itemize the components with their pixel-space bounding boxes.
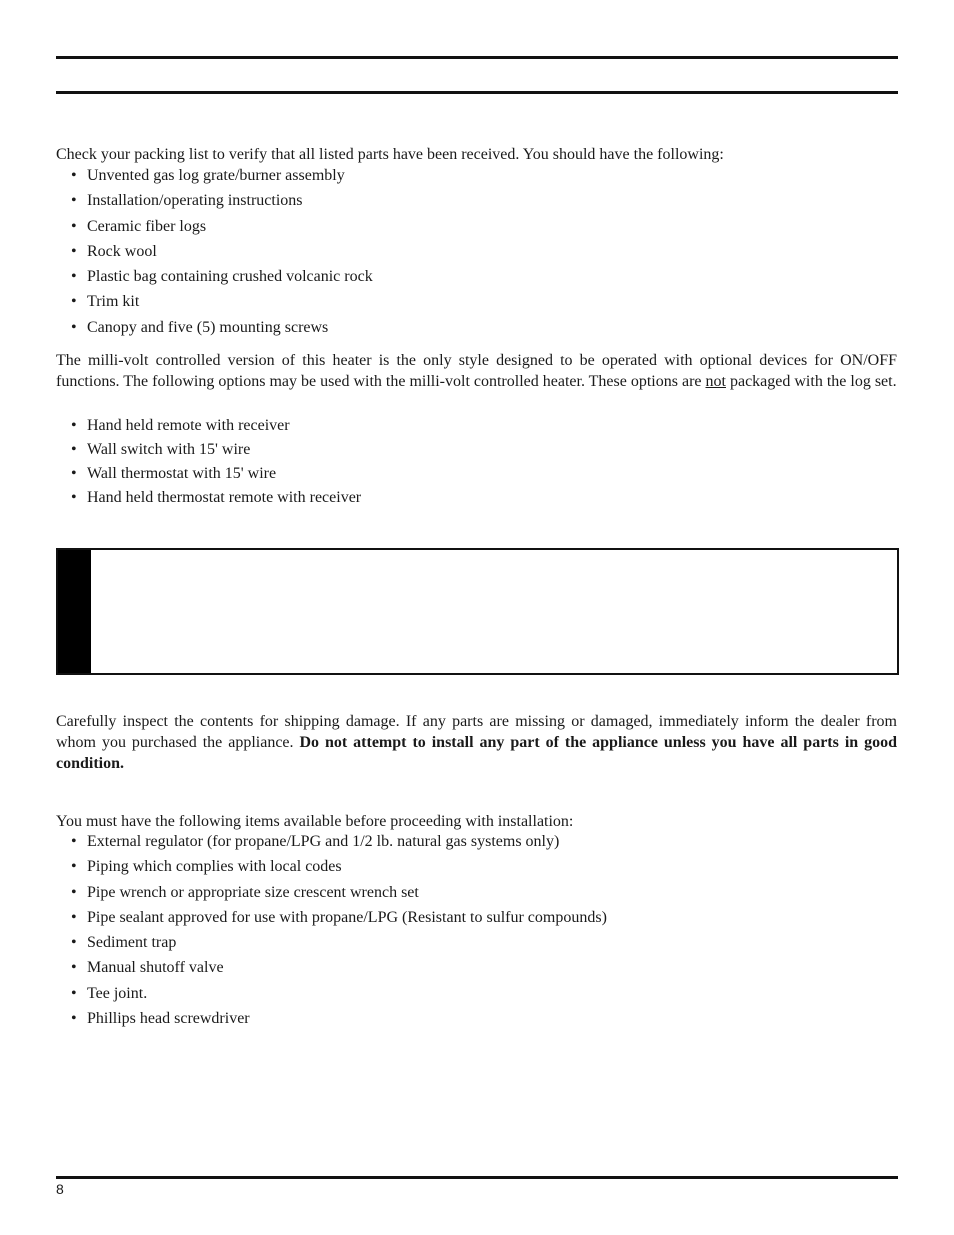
inspect-paragraph (56, 711, 897, 774)
list-item (56, 439, 361, 463)
options-underlined-not: not (705, 373, 726, 390)
bullet-icon: • (71, 1010, 77, 1028)
bullet-icon: • (71, 489, 77, 506)
options-text-after: packaged with the log set. (725, 373, 897, 390)
list-item (56, 882, 607, 907)
list-item (56, 190, 373, 215)
bullet-icon: • (71, 192, 77, 210)
list-item-text: Rock wool (87, 242, 157, 260)
list-item (56, 856, 607, 881)
bullet-icon: • (71, 959, 77, 977)
header-bottom-rule (56, 91, 898, 94)
list-item-text: Hand held thermostat remote with receiver (87, 489, 362, 506)
warning-box (56, 548, 899, 675)
options-list (56, 415, 361, 511)
list-item (56, 291, 373, 316)
list-item-text: Wall switch with 15' wire (87, 441, 251, 458)
list-item-text: Canopy and five (5) mounting screws (87, 318, 329, 336)
inspect-text: Carefully inspect the contents for shipping damage. If any parts are missing or damaged, immediately inform the dealer from whom you purchased the appliance. (56, 713, 897, 751)
list-item (56, 266, 373, 291)
list-item-text: Installation/operating instructions (87, 192, 303, 210)
list-item-text: Tee joint. (87, 984, 148, 1002)
list-item (56, 907, 607, 932)
list-item-text: Unvented gas log grate/burner assembly (87, 167, 345, 184)
list-item (56, 216, 373, 241)
warning-box-bar (58, 550, 91, 673)
inspect-bold-warning: Do not attempt to install any part of the appliance unless you have all parts in good condition. (56, 734, 898, 772)
list-item (56, 957, 607, 982)
list-item (56, 831, 607, 856)
list-item-text: Manual shutoff valve (87, 959, 224, 977)
list-item-text: Piping which complies with local codes (87, 858, 342, 876)
list-item-text: Ceramic fiber logs (87, 217, 207, 235)
bullet-icon: • (71, 167, 77, 184)
list-item (56, 932, 607, 957)
bullet-icon: • (71, 293, 77, 311)
bullet-icon: • (71, 268, 77, 286)
list-item-text: Pipe wrench or appropriate size crescent wrench set (87, 883, 419, 901)
list-item-text: Trim kit (87, 293, 140, 311)
bullet-icon: • (71, 934, 77, 952)
parts-list (56, 165, 373, 342)
bullet-icon: • (71, 242, 77, 260)
tools-list (56, 831, 607, 1033)
list-item-text: Hand held remote with receiver (87, 417, 290, 434)
list-item (56, 415, 361, 439)
options-paragraph (56, 350, 897, 392)
list-item-text: External regulator (for propane/LPG and 1/2 lb. natural gas systems only) (87, 833, 560, 850)
list-item (56, 165, 373, 190)
list-item (56, 241, 373, 266)
packing-list-intro: Check your packing list to verify that all listed parts have been received. You should have the following: (56, 146, 724, 163)
bullet-icon: • (71, 883, 77, 901)
bullet-icon: • (71, 217, 77, 235)
bullet-icon: • (71, 318, 77, 336)
list-item-text: Pipe sealant approved for use with propane/LPG (Resistant to sulfur compounds) (87, 908, 607, 926)
list-item-text: Phillips head screwdriver (87, 1010, 250, 1028)
list-item-text: Wall thermostat with 15' wire (87, 465, 277, 482)
bullet-icon: • (71, 984, 77, 1002)
bullet-icon: • (71, 858, 77, 876)
bullet-icon: • (71, 465, 77, 482)
list-item (56, 983, 607, 1008)
header-top-rule (56, 56, 898, 59)
list-item-text: Sediment trap (87, 934, 177, 952)
list-item (56, 463, 361, 487)
list-item (56, 487, 361, 511)
bullet-icon: • (71, 908, 77, 926)
footer-rule (56, 1176, 898, 1179)
list-item (56, 317, 373, 342)
bullet-icon: • (71, 441, 77, 458)
list-item-text: Plastic bag containing crushed volcanic rock (87, 268, 373, 286)
options-text-before: The milli-volt controlled version of this heater is the only style designed to be operated with optional devices for ON/OFF functions. The following options may be used with the milli-volt controlled heater. These options are (56, 352, 897, 390)
bullet-icon: • (71, 833, 77, 850)
list-item (56, 1008, 607, 1033)
page-number: 8 (56, 1181, 64, 1197)
bullet-icon: • (71, 417, 77, 434)
tools-intro: You must have the following items available before proceeding with installation: (56, 813, 574, 830)
